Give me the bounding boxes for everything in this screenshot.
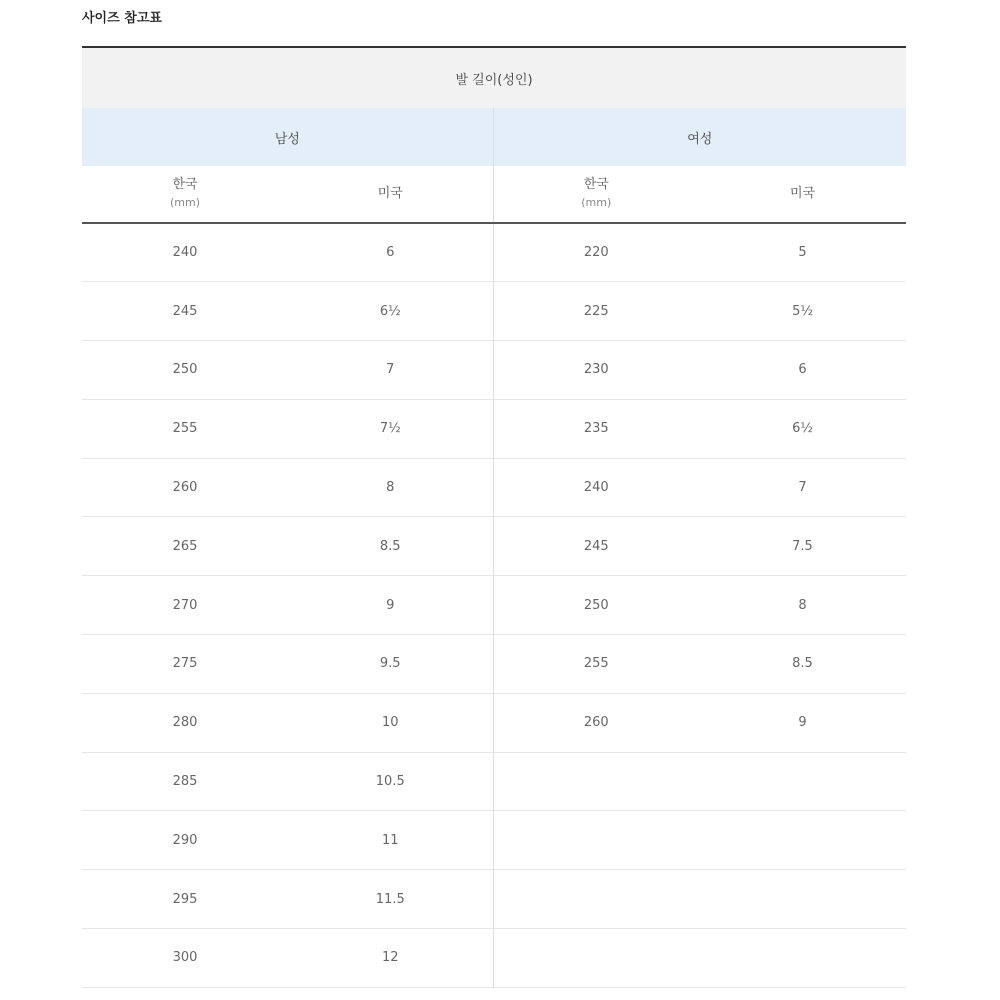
women-korea-size: 255 (493, 635, 699, 694)
women-korea-size: 220 (493, 223, 699, 282)
table-row (82, 458, 906, 517)
men-korea-size: 280 (82, 693, 288, 752)
men-korea-size: 260 (82, 458, 288, 517)
women-korea-size: 250 (493, 576, 699, 635)
women-us-size: 5½ (699, 282, 906, 341)
men-us-size: 6 (288, 223, 493, 282)
table-row (82, 929, 906, 988)
table-row (82, 223, 906, 282)
women-korea-size: 235 (493, 399, 699, 458)
men-us-size: 10 (288, 693, 493, 752)
men-us-size: 12 (288, 929, 493, 988)
men-us-size: 10.5 (288, 752, 493, 811)
women-korea-size: 230 (493, 341, 699, 400)
women-korea-size: 225 (493, 282, 699, 341)
men-korea-size: 265 (82, 517, 288, 576)
table-row (82, 282, 906, 341)
men-korea-size: 245 (82, 282, 288, 341)
size-chart-table (82, 46, 906, 988)
table-row (82, 752, 906, 811)
men-us-size: 7½ (288, 399, 493, 458)
table-row (82, 693, 906, 752)
women-korea-size: 245 (493, 517, 699, 576)
men-us-size: 8 (288, 458, 493, 517)
table-row (82, 811, 906, 870)
korea-unit-label: (mm) (169, 196, 200, 209)
men-korea-size: 300 (82, 929, 288, 988)
women-korea-size: 240 (493, 458, 699, 517)
women-us-size: 7 (699, 458, 906, 517)
men-us-size: 6½ (288, 282, 493, 341)
table-row (82, 870, 906, 929)
page-title: 사이즈 참고표 (82, 11, 162, 26)
women-us-size: 6½ (699, 399, 906, 458)
women-us-size (699, 752, 906, 811)
men-korea-size: 290 (82, 811, 288, 870)
women-us-size: 9 (699, 693, 906, 752)
men-us-size: 11 (288, 811, 493, 870)
korea-label: 한국 (172, 177, 198, 192)
men-header: 남성 (82, 108, 493, 166)
men-us-size: 8.5 (288, 517, 493, 576)
men-korea-size: 255 (82, 399, 288, 458)
women-us-size: 7.5 (699, 517, 906, 576)
women-korea-column-header (493, 166, 699, 223)
men-korea-column-header (82, 166, 288, 223)
korea-unit-label: (mm) (581, 196, 612, 209)
women-us-size: 5 (699, 223, 906, 282)
women-korea-size (493, 870, 699, 929)
table-row (82, 576, 906, 635)
men-us-size: 11.5 (288, 870, 493, 929)
women-us-size: 8 (699, 576, 906, 635)
women-korea-size (493, 811, 699, 870)
women-us-size (699, 870, 906, 929)
men-korea-size: 295 (82, 870, 288, 929)
korea-label: 한국 (583, 177, 609, 192)
men-us-column-header: 미국 (288, 166, 493, 223)
table-row (82, 517, 906, 576)
women-korea-size (493, 929, 699, 988)
women-us-size (699, 929, 906, 988)
men-korea-size: 285 (82, 752, 288, 811)
men-us-size: 9.5 (288, 635, 493, 694)
table-row (82, 635, 906, 694)
men-us-size: 7 (288, 341, 493, 400)
women-korea-size: 260 (493, 693, 699, 752)
size-rows (82, 223, 906, 987)
women-us-size: 6 (699, 341, 906, 400)
men-korea-size: 275 (82, 635, 288, 694)
men-korea-size: 240 (82, 223, 288, 282)
table-row (82, 399, 906, 458)
men-korea-size: 250 (82, 341, 288, 400)
women-korea-size (493, 752, 699, 811)
table-row (82, 341, 906, 400)
women-header: 여성 (493, 108, 906, 166)
men-korea-size: 270 (82, 576, 288, 635)
men-us-size: 9 (288, 576, 493, 635)
women-us-size (699, 811, 906, 870)
women-us-size: 8.5 (699, 635, 906, 694)
women-us-column-header: 미국 (699, 166, 906, 223)
foot-length-header: 발 길이(성인) (82, 47, 906, 108)
